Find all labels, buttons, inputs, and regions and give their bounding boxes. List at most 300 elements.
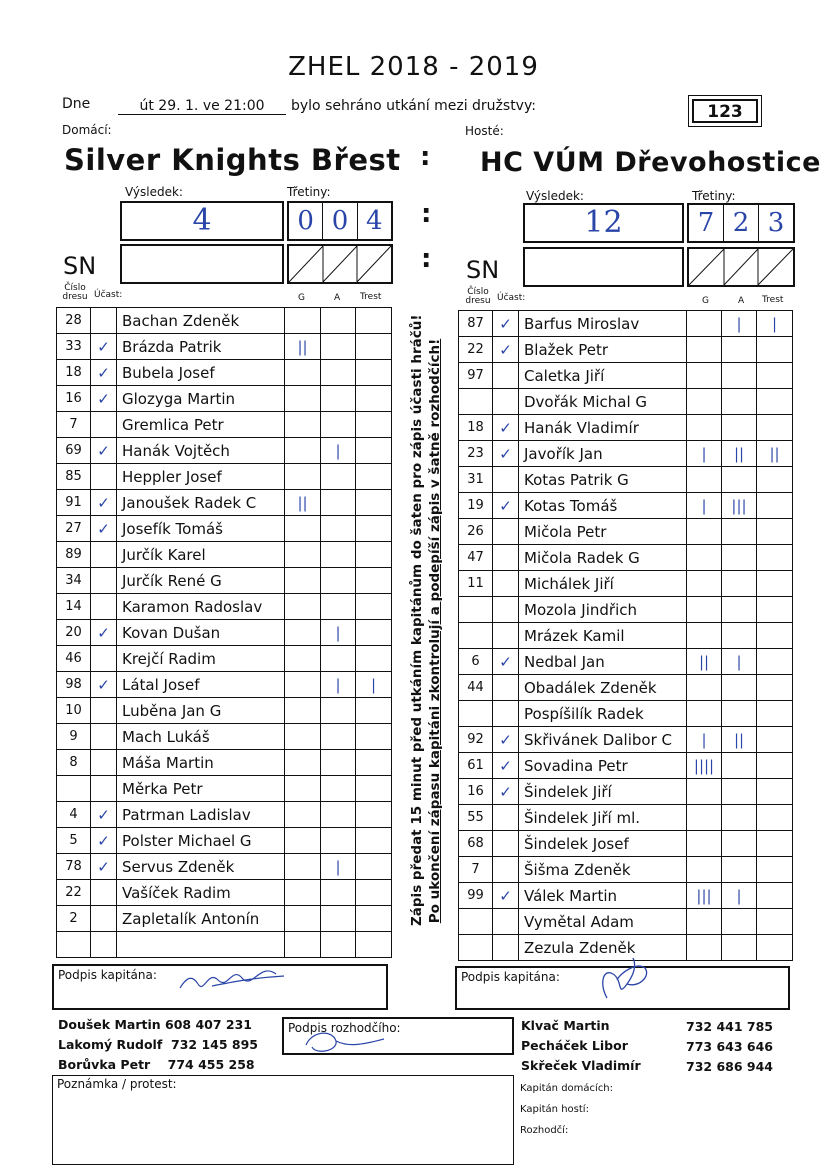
- captain-home-label: Kapitán domácích:: [520, 1083, 614, 1094]
- player-penalties: [356, 802, 392, 828]
- player-assists: [722, 857, 757, 883]
- player-number: 23: [459, 441, 493, 467]
- away-roster-table: [458, 310, 793, 961]
- player-goals: |: [687, 727, 722, 753]
- player-row: [459, 363, 793, 389]
- player-goals: [285, 854, 321, 880]
- player-assists: [722, 545, 757, 571]
- away-label: Hosté:: [465, 124, 504, 138]
- player-row: [57, 724, 392, 750]
- player-goals: ||: [687, 649, 722, 675]
- player-name: Kotas Patrik G: [519, 467, 687, 493]
- player-name: Barfus Miroslav: [519, 311, 687, 337]
- player-name: Mrázek Kamil: [519, 623, 687, 649]
- player-assists: [321, 776, 356, 802]
- player-name: Kotas Tomáš: [519, 493, 687, 519]
- player-penalties: [356, 594, 392, 620]
- player-row: [57, 750, 392, 776]
- player-number: 26: [459, 519, 493, 545]
- player-name: Glozyga Martin: [117, 386, 285, 412]
- note-protest-label: Poznámka / protest:: [57, 1077, 177, 1091]
- player-name: Pospíšilík Radek: [519, 701, 687, 727]
- captain-away-label: Kapitán hostí:: [520, 1104, 589, 1115]
- player-row: [459, 337, 793, 363]
- player-number: 9: [57, 724, 91, 750]
- away-col-g: G: [702, 296, 709, 306]
- player-penalties: [356, 412, 392, 438]
- away-captain-signature-label: Podpis kapitána:: [461, 970, 560, 984]
- player-number: [459, 597, 493, 623]
- player-row: [57, 698, 392, 724]
- referee-signature: [292, 1021, 392, 1057]
- player-presence: ✓: [91, 360, 117, 386]
- footer-role-labels: [520, 1078, 613, 1141]
- player-presence: [493, 571, 519, 597]
- home-sn-strikes: [289, 246, 391, 282]
- player-presence: [91, 776, 117, 802]
- player-penalties: [757, 883, 793, 909]
- player-assists: [722, 779, 757, 805]
- player-presence: ✓: [493, 883, 519, 909]
- away-team-name: HC VÚM Dřevohostice: [480, 147, 821, 178]
- player-presence: [91, 464, 117, 490]
- player-presence: [493, 363, 519, 389]
- player-penalties: [757, 831, 793, 857]
- player-number: 68: [459, 831, 493, 857]
- away-period-1: 7: [689, 205, 724, 241]
- player-presence: [91, 412, 117, 438]
- player-name: Šindelek Jiří: [519, 779, 687, 805]
- player-penalties: [757, 337, 793, 363]
- player-number: 18: [459, 415, 493, 441]
- player-name: Sovadina Petr: [519, 753, 687, 779]
- player-name: Heppler Josef: [117, 464, 285, 490]
- player-goals: |: [687, 493, 722, 519]
- player-penalties: [757, 545, 793, 571]
- player-assists: [321, 906, 356, 932]
- player-name: Patrman Ladislav: [117, 802, 285, 828]
- player-goals: [687, 545, 722, 571]
- player-name: Blažek Petr: [519, 337, 687, 363]
- player-number: 34: [57, 568, 91, 594]
- contact-name: Doušek Martin: [58, 1017, 161, 1032]
- player-assists: [722, 363, 757, 389]
- player-row: [459, 519, 793, 545]
- player-row: [459, 415, 793, 441]
- player-row: [57, 334, 392, 360]
- referee-label: Rozhodčí:: [520, 1125, 569, 1136]
- player-goals: [687, 805, 722, 831]
- contact-name: Klvač Martin: [521, 1018, 610, 1033]
- player-penalties: [757, 727, 793, 753]
- player-name: Mach Lukáš: [117, 724, 285, 750]
- player-goals: ||: [285, 490, 321, 516]
- away-period-3: 3: [767, 208, 785, 238]
- home-sn-label: SN: [63, 252, 97, 280]
- player-row: [459, 675, 793, 701]
- referee-signature-box: [282, 1017, 514, 1055]
- played-text: bylo sehráno utkání mezi družstvy:: [291, 98, 536, 114]
- away-sn-label: SN: [466, 256, 500, 284]
- player-row: [57, 854, 392, 880]
- player-goals: [687, 935, 722, 961]
- player-presence: [91, 698, 117, 724]
- vertical-instructions: [395, 314, 443, 930]
- date-label: Dne: [62, 96, 91, 112]
- player-goals: |: [687, 441, 722, 467]
- player-assists: [722, 337, 757, 363]
- player-row: [459, 779, 793, 805]
- player-name: Servus Zdeněk: [117, 854, 285, 880]
- player-row: [459, 909, 793, 935]
- player-penalties: [356, 932, 392, 958]
- player-goals: [687, 363, 722, 389]
- player-goals: [285, 698, 321, 724]
- player-row: [57, 568, 392, 594]
- player-goals: [285, 360, 321, 386]
- player-presence: ✓: [493, 311, 519, 337]
- home-captain-signature-box: [52, 964, 388, 1010]
- player-assists: [722, 909, 757, 935]
- player-row: [57, 542, 392, 568]
- player-number: [459, 389, 493, 415]
- player-row: [57, 360, 392, 386]
- player-goals: [285, 828, 321, 854]
- player-row: [57, 646, 392, 672]
- player-number: [57, 776, 91, 802]
- contact-name: Skřeček Vladimír: [521, 1058, 641, 1073]
- player-number: 44: [459, 675, 493, 701]
- player-name: Válek Martin: [519, 883, 687, 909]
- player-number: 16: [459, 779, 493, 805]
- home-col-a: A: [334, 293, 341, 303]
- player-row: [459, 753, 793, 779]
- player-goals: [687, 519, 722, 545]
- player-penalties: [757, 363, 793, 389]
- player-name: Bachan Zdeněk: [117, 308, 285, 334]
- player-presence: [91, 308, 117, 334]
- player-penalties: [757, 571, 793, 597]
- instruction-line-2: Po ukončení zápasu kapitáni zkontrolují a podepíší zápis v šatně rozhodčích!: [427, 338, 443, 924]
- player-goals: [285, 906, 321, 932]
- player-number: 97: [459, 363, 493, 389]
- player-penalties: [356, 646, 392, 672]
- instruction-line-1: Zápis předat 15 minut před utkáním kapitánům do šaten pro zápis účasti hráčů!: [409, 314, 425, 926]
- player-penalties: |: [757, 311, 793, 337]
- player-presence: [493, 831, 519, 857]
- player-row: [459, 389, 793, 415]
- player-assists: [321, 724, 356, 750]
- player-number: 92: [459, 727, 493, 753]
- home-roster-table: [56, 307, 392, 958]
- player-name: Gremlica Petr: [117, 412, 285, 438]
- player-assists: [722, 519, 757, 545]
- player-goals: [285, 516, 321, 542]
- player-assists: [321, 386, 356, 412]
- player-number: 6: [459, 649, 493, 675]
- player-name: Karamon Radoslav: [117, 594, 285, 620]
- player-presence: ✓: [91, 828, 117, 854]
- player-presence: ✓: [493, 649, 519, 675]
- player-goals: [687, 701, 722, 727]
- player-number: 27: [57, 516, 91, 542]
- player-number: [459, 623, 493, 649]
- player-assists: |: [321, 438, 356, 464]
- player-assists: ||: [722, 727, 757, 753]
- player-presence: [493, 675, 519, 701]
- player-penalties: [356, 334, 392, 360]
- player-assists: [321, 880, 356, 906]
- player-assists: [722, 675, 757, 701]
- player-row: [459, 545, 793, 571]
- player-assists: |: [321, 672, 356, 698]
- contact-name: Lakomý Rudolf: [58, 1037, 163, 1052]
- player-name: Šindelek Jiří ml.: [519, 805, 687, 831]
- player-assists: |: [321, 854, 356, 880]
- home-captain-signature-label: Podpis kapitána:: [58, 968, 157, 982]
- player-penalties: [356, 386, 392, 412]
- player-number: 85: [57, 464, 91, 490]
- player-penalties: [757, 649, 793, 675]
- player-name: Hanák Vladimír: [519, 415, 687, 441]
- player-name: Janoušek Radek C: [117, 490, 285, 516]
- player-goals: [687, 389, 722, 415]
- player-name: Vymětal Adam: [519, 909, 687, 935]
- player-name: Látal Josef: [117, 672, 285, 698]
- home-sn-box: [120, 244, 284, 284]
- player-goals: [687, 909, 722, 935]
- player-number: 22: [459, 337, 493, 363]
- player-presence: ✓: [493, 779, 519, 805]
- home-label: Domácí:: [62, 123, 112, 137]
- player-goals: ||: [285, 334, 321, 360]
- player-presence: ✓: [91, 672, 117, 698]
- player-number: 99: [459, 883, 493, 909]
- away-result-box: [523, 203, 684, 243]
- player-number: 28: [57, 308, 91, 334]
- player-number: 16: [57, 386, 91, 412]
- away-result-label: Výsledek:: [526, 189, 584, 203]
- player-assists: [722, 701, 757, 727]
- player-assists: [321, 802, 356, 828]
- player-assists: ||: [722, 441, 757, 467]
- player-goals: [687, 415, 722, 441]
- player-penalties: [356, 776, 392, 802]
- player-presence: [91, 646, 117, 672]
- player-row: [459, 805, 793, 831]
- player-row: [459, 623, 793, 649]
- player-penalties: [356, 542, 392, 568]
- player-row: [459, 701, 793, 727]
- player-presence: [91, 542, 117, 568]
- player-number: 55: [459, 805, 493, 831]
- away-periods-box: [687, 203, 795, 243]
- player-penalties: [356, 828, 392, 854]
- player-penalties: [356, 698, 392, 724]
- player-name: Skřivánek Dalibor C: [519, 727, 687, 753]
- player-assists: [722, 597, 757, 623]
- player-number: [57, 932, 91, 958]
- player-penalties: |: [356, 672, 392, 698]
- player-assists: [321, 490, 356, 516]
- player-penalties: [356, 490, 392, 516]
- home-col-presence: Účast:: [94, 290, 123, 300]
- player-row: [57, 412, 392, 438]
- away-col-a: A: [738, 296, 745, 306]
- player-presence: [493, 519, 519, 545]
- player-name: Polster Michael G: [117, 828, 285, 854]
- player-goals: [285, 802, 321, 828]
- player-row: [57, 516, 392, 542]
- home-period-3: 4: [366, 206, 383, 236]
- player-row: [57, 672, 392, 698]
- player-name: Hanák Vojtěch: [117, 438, 285, 464]
- player-name: Luběna Jan G: [117, 698, 285, 724]
- player-assists: |||: [722, 493, 757, 519]
- match-number-frame: [688, 95, 762, 127]
- player-assists: [321, 568, 356, 594]
- player-row: [459, 649, 793, 675]
- player-presence: [493, 805, 519, 831]
- player-penalties: [757, 805, 793, 831]
- player-penalties: [356, 516, 392, 542]
- player-penalties: [356, 906, 392, 932]
- player-name: [117, 932, 285, 958]
- player-presence: [91, 906, 117, 932]
- right-contact-names: [521, 1016, 641, 1076]
- player-row: [459, 571, 793, 597]
- contact-phone: 732 145 895: [171, 1037, 258, 1052]
- player-penalties: [356, 308, 392, 334]
- contact-name: Pecháček Libor: [521, 1038, 628, 1053]
- player-number: 7: [57, 412, 91, 438]
- contact-row: [58, 1055, 258, 1075]
- player-presence: [493, 597, 519, 623]
- player-presence: ✓: [91, 854, 117, 880]
- player-row: [57, 776, 392, 802]
- player-assists: [321, 646, 356, 672]
- player-goals: [285, 724, 321, 750]
- player-penalties: [356, 464, 392, 490]
- player-assists: [321, 932, 356, 958]
- player-row: [459, 311, 793, 337]
- player-number: 4: [57, 802, 91, 828]
- player-penalties: ||: [757, 441, 793, 467]
- player-penalties: [757, 389, 793, 415]
- player-name: Caletka Jiří: [519, 363, 687, 389]
- player-name: Měrka Petr: [117, 776, 285, 802]
- player-number: [459, 935, 493, 961]
- player-assists: [321, 360, 356, 386]
- player-penalties: [757, 467, 793, 493]
- home-periods-label: Třetiny:: [287, 185, 331, 199]
- player-number: 18: [57, 360, 91, 386]
- player-number: 22: [57, 880, 91, 906]
- home-captain-signature: [172, 956, 292, 996]
- player-penalties: [757, 493, 793, 519]
- player-number: 91: [57, 490, 91, 516]
- player-penalties: [757, 753, 793, 779]
- player-presence: ✓: [91, 516, 117, 542]
- player-name: Jurčík Karel: [117, 542, 285, 568]
- player-number: 20: [57, 620, 91, 646]
- player-name: Mičola Radek G: [519, 545, 687, 571]
- player-penalties: [356, 880, 392, 906]
- home-result-box: [120, 201, 284, 241]
- player-penalties: [757, 415, 793, 441]
- player-goals: [285, 646, 321, 672]
- player-assists: [722, 831, 757, 857]
- player-presence: ✓: [91, 438, 117, 464]
- player-penalties: [356, 620, 392, 646]
- player-number: 2: [57, 906, 91, 932]
- player-name: Nedbal Jan: [519, 649, 687, 675]
- player-assists: [722, 389, 757, 415]
- teams-separator: :: [420, 142, 431, 172]
- away-period-2: 2: [724, 205, 759, 241]
- left-contacts: [58, 1015, 258, 1075]
- player-goals: [285, 464, 321, 490]
- player-name: Michálek Jiří: [519, 571, 687, 597]
- player-presence: ✓: [493, 441, 519, 467]
- player-presence: [91, 568, 117, 594]
- contact-phone: 732 441 785: [686, 1019, 773, 1034]
- player-assists: [321, 698, 356, 724]
- player-assists: |: [321, 620, 356, 646]
- player-presence: [493, 389, 519, 415]
- player-row: [459, 441, 793, 467]
- player-name: Mičola Petr: [519, 519, 687, 545]
- home-period-1: 0: [289, 203, 323, 239]
- player-goals: [285, 412, 321, 438]
- home-sn-periods-box: [287, 244, 393, 284]
- player-penalties: [757, 675, 793, 701]
- player-number: 11: [459, 571, 493, 597]
- player-penalties: [757, 597, 793, 623]
- player-presence: ✓: [91, 386, 117, 412]
- player-goals: ||||: [687, 753, 722, 779]
- player-assists: [722, 415, 757, 441]
- contact-phone: 608 407 231: [165, 1017, 252, 1032]
- player-number: 19: [459, 493, 493, 519]
- player-number: 98: [57, 672, 91, 698]
- player-row: [57, 386, 392, 412]
- player-presence: [493, 857, 519, 883]
- player-goals: [687, 337, 722, 363]
- player-presence: [493, 623, 519, 649]
- player-row: [459, 831, 793, 857]
- player-name: Josefík Tomáš: [117, 516, 285, 542]
- referee-signature-label: Podpis rozhodčího:: [288, 1021, 401, 1035]
- player-row: [459, 467, 793, 493]
- player-number: 87: [459, 311, 493, 337]
- player-row: [57, 620, 392, 646]
- player-number: [459, 701, 493, 727]
- player-presence: [493, 935, 519, 961]
- contact-phone: 774 455 258: [167, 1057, 255, 1072]
- player-goals: [285, 880, 321, 906]
- player-presence: [493, 467, 519, 493]
- player-presence: ✓: [91, 334, 117, 360]
- player-number: 69: [57, 438, 91, 464]
- player-penalties: [356, 750, 392, 776]
- away-periods-label: Třetiny:: [692, 189, 736, 203]
- player-goals: [687, 623, 722, 649]
- away-sn-strikes: [689, 249, 793, 285]
- away-result-value: 12: [584, 205, 623, 240]
- player-presence: ✓: [493, 753, 519, 779]
- contact-row: [58, 1035, 258, 1055]
